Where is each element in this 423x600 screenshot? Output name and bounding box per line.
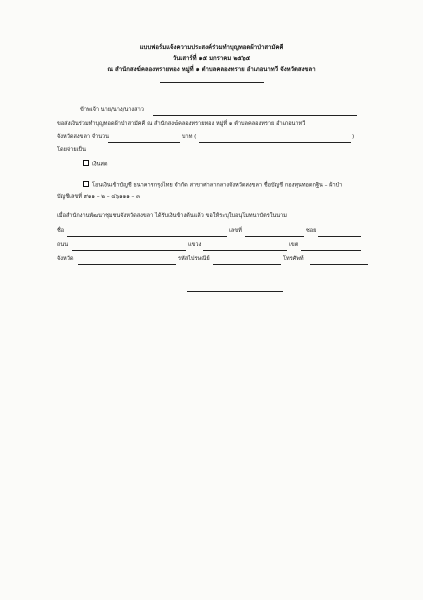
name-label: ข้าพเจ้า นาย/นาง/นางสาว: [80, 107, 144, 113]
addr-name-label: ชื่อ: [57, 228, 65, 234]
intent-text: ขอส่งเงินร่วมทำบุญทอดผ้าป่าสามัคคี ณ สำนักสงฆ์คลองทรายทอง หมู่ที่ ๑ ตำบลคลองทราย อำเภอนาทวี: [57, 121, 306, 127]
addr-soi-label: ซอย: [306, 228, 317, 234]
addr-name-field[interactable]: [67, 236, 227, 237]
event-date: วันเสาร์ที่ ๑๕ มกราคม ๒๕๖๕: [172, 55, 251, 62]
cash-checkbox[interactable]: [83, 160, 89, 166]
addr-district-label: เขต: [289, 242, 299, 248]
addr-subdistrict-field[interactable]: [203, 250, 287, 251]
baht-label: บาท (: [182, 134, 197, 140]
transfer-checkbox[interactable]: [83, 181, 89, 187]
addr-phone-label: โทรศัพท์: [283, 256, 304, 262]
payment-by-label: โดยจ่ายเป็น: [57, 147, 86, 153]
addr-province-label: จังหวัด: [57, 256, 74, 262]
amount-label: จังหวัดสงขลา จำนวน: [57, 134, 109, 140]
name-field[interactable]: [153, 115, 357, 116]
addr-subdistrict-label: แขวง: [188, 242, 202, 248]
title-underline: [160, 82, 264, 83]
addr-phone-field[interactable]: [310, 264, 368, 265]
addr-soi-field[interactable]: [318, 236, 361, 237]
option-cash[interactable]: [83, 160, 108, 169]
addr-province-field[interactable]: [78, 264, 176, 265]
account-number: บัญชีเลขที่ ๙๑๑ – ๒ – ๔๖๑๑๑ – ๓: [57, 194, 140, 200]
addr-district-field[interactable]: [301, 250, 361, 251]
amount-field[interactable]: [108, 142, 180, 143]
addr-road-field[interactable]: [72, 250, 186, 251]
addr-number-field[interactable]: [245, 236, 304, 237]
addr-road-label: ถนน: [57, 242, 69, 248]
close-paren: ): [352, 134, 355, 140]
event-location: ณ สำนักสงฆ์คลองทรายทอง หมู่ที่ ๑ ตำบลคลองทราย อำเภอนาทวี จังหวัดสงขลา: [107, 66, 316, 73]
addr-number-label: เลขที่: [229, 228, 242, 234]
cash-label: เงินสด: [92, 161, 108, 168]
amount-words-field[interactable]: [199, 142, 351, 143]
option-transfer[interactable]: [83, 181, 342, 190]
addr-postcode-field[interactable]: [213, 264, 281, 265]
transfer-label: โอนเงินเข้าบัญชี ธนาคารกรุงไทย จำกัด สาขาศาลากลางจังหวัดสงขลา ชื่อบัญชี กองทุนทอดกฐิน – ผ้าป่า: [92, 182, 343, 189]
signature-line[interactable]: [187, 291, 283, 292]
addr-postcode-label: รหัสไปรษณีย์: [178, 256, 210, 262]
receipt-note: เมื่อสำนักงานพัฒนาชุมชนจังหวัดสงขลา ได้รับเงินข้างต้นแล้ว ขอให้ระบุใบอนุโมทนาบัตรในนาม: [57, 213, 287, 219]
form-title: แบบฟอร์มแจ้งความประสงค์ร่วมทำบุญทอดผ้าป่าสามัคคี: [139, 44, 284, 51]
